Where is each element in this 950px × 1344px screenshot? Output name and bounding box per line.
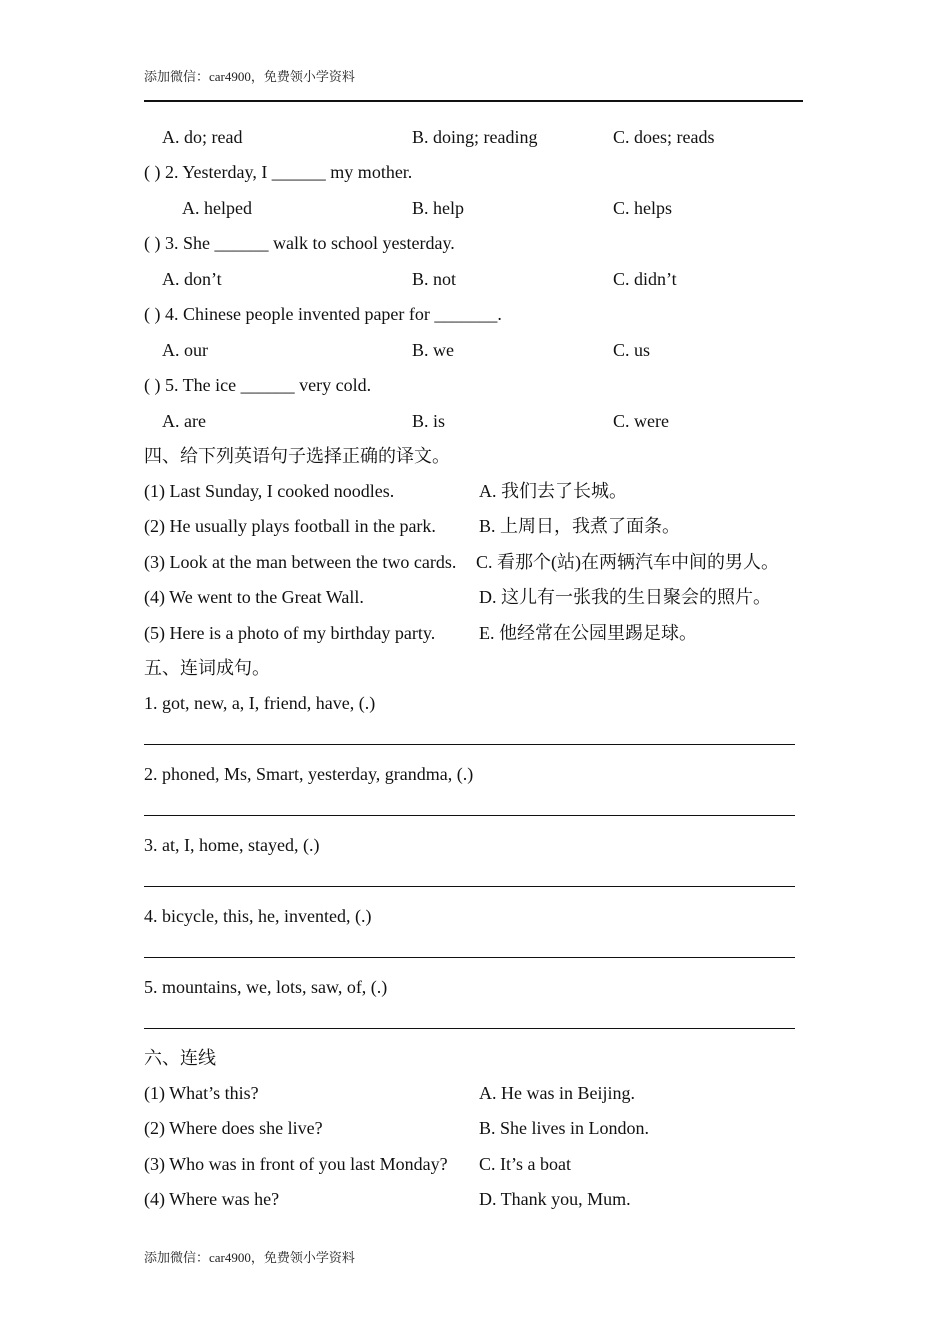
- question-4: ( ) 4. Chinese people invented paper for _______.: [144, 304, 502, 324]
- section-6-title: 六、连线: [144, 1048, 216, 1068]
- q3-option-c: C. didn’t: [613, 269, 677, 289]
- s6-left-1: (1) What’s this?: [144, 1083, 259, 1103]
- s4-right-a: A. 我们去了长城。: [479, 481, 627, 501]
- s6-left-3: (3) Who was in front of you last Monday?: [144, 1154, 448, 1174]
- question-2: ( ) 2. Yesterday, I ______ my mother.: [144, 162, 413, 182]
- s4-right-e: E. 他经常在公园里踢足球。: [479, 623, 697, 643]
- question-5: ( ) 5. The ice ______ very cold.: [144, 375, 372, 395]
- s4-left-4: (4) We went to the Great Wall.: [144, 587, 364, 607]
- s4-left-3: (3) Look at the man between the two cards.: [144, 552, 457, 572]
- s6-right-c: C. It’s a boat: [479, 1154, 571, 1174]
- s4-left-1: (1) Last Sunday, I cooked noodles.: [144, 481, 395, 501]
- s4-left-5: (5) Here is a photo of my birthday party.: [144, 623, 436, 643]
- s5-item-4: 4. bicycle, this, he, invented, (.): [144, 906, 372, 926]
- q3-option-b: B. not: [412, 269, 457, 289]
- answer-line-1[interactable]: [144, 744, 795, 745]
- q2-option-c: C. helps: [613, 198, 673, 218]
- s5-item-3: 3. at, I, home, stayed, (.): [144, 835, 320, 855]
- page-footer: 添加微信：car4900，免费领小学资料: [144, 1250, 355, 1265]
- q1-option-b: B. doing; reading: [412, 127, 538, 147]
- question-3: ( ) 3. She ______ walk to school yesterday.: [144, 233, 455, 253]
- answer-line-2[interactable]: [144, 815, 795, 816]
- s6-right-b: B. She lives in London.: [479, 1118, 649, 1138]
- header-divider: [144, 100, 803, 102]
- s6-right-a: A. He was in Beijing.: [479, 1083, 635, 1103]
- q2-option-a: A. helped: [182, 198, 252, 218]
- s6-left-2: (2) Where does she live?: [144, 1118, 323, 1138]
- q4-option-a: A. our: [162, 340, 208, 360]
- answer-line-4[interactable]: [144, 957, 795, 958]
- q2-option-b: B. help: [412, 198, 464, 218]
- q4-option-b: B. we: [412, 340, 454, 360]
- s6-right-d: D. Thank you, Mum.: [479, 1189, 631, 1209]
- page-header: 添加微信：car4900，免费领小学资料: [144, 69, 355, 84]
- q1-option-c: C. does; reads: [613, 127, 715, 147]
- section-4-title: 四、给下列英语句子选择正确的译文。: [144, 446, 450, 466]
- q5-option-a: A. are: [162, 411, 206, 431]
- q5-option-c: C. were: [613, 411, 669, 431]
- s4-right-c: C. 看那个(站)在两辆汽车中间的男人。: [476, 552, 779, 572]
- s4-right-b: B. 上周日，我煮了面条。: [479, 516, 681, 536]
- answer-line-3[interactable]: [144, 886, 795, 887]
- section-5-title: 五、连词成句。: [144, 658, 270, 678]
- s5-item-2: 2. phoned, Ms, Smart, yesterday, grandma, (.): [144, 764, 474, 784]
- s4-left-2: (2) He usually plays football in the park.: [144, 516, 436, 536]
- s4-right-d: D. 这儿有一张我的生日聚会的照片。: [479, 587, 771, 607]
- s5-item-1: 1. got, new, a, I, friend, have, (.): [144, 693, 376, 713]
- q4-option-c: C. us: [613, 340, 651, 360]
- q1-option-a: A. do; read: [162, 127, 243, 147]
- s5-item-5: 5. mountains, we, lots, saw, of, (.): [144, 977, 388, 997]
- q3-option-a: A. don’t: [162, 269, 222, 289]
- q5-option-b: B. is: [412, 411, 446, 431]
- s6-left-4: (4) Where was he?: [144, 1189, 280, 1209]
- answer-line-5[interactable]: [144, 1028, 795, 1029]
